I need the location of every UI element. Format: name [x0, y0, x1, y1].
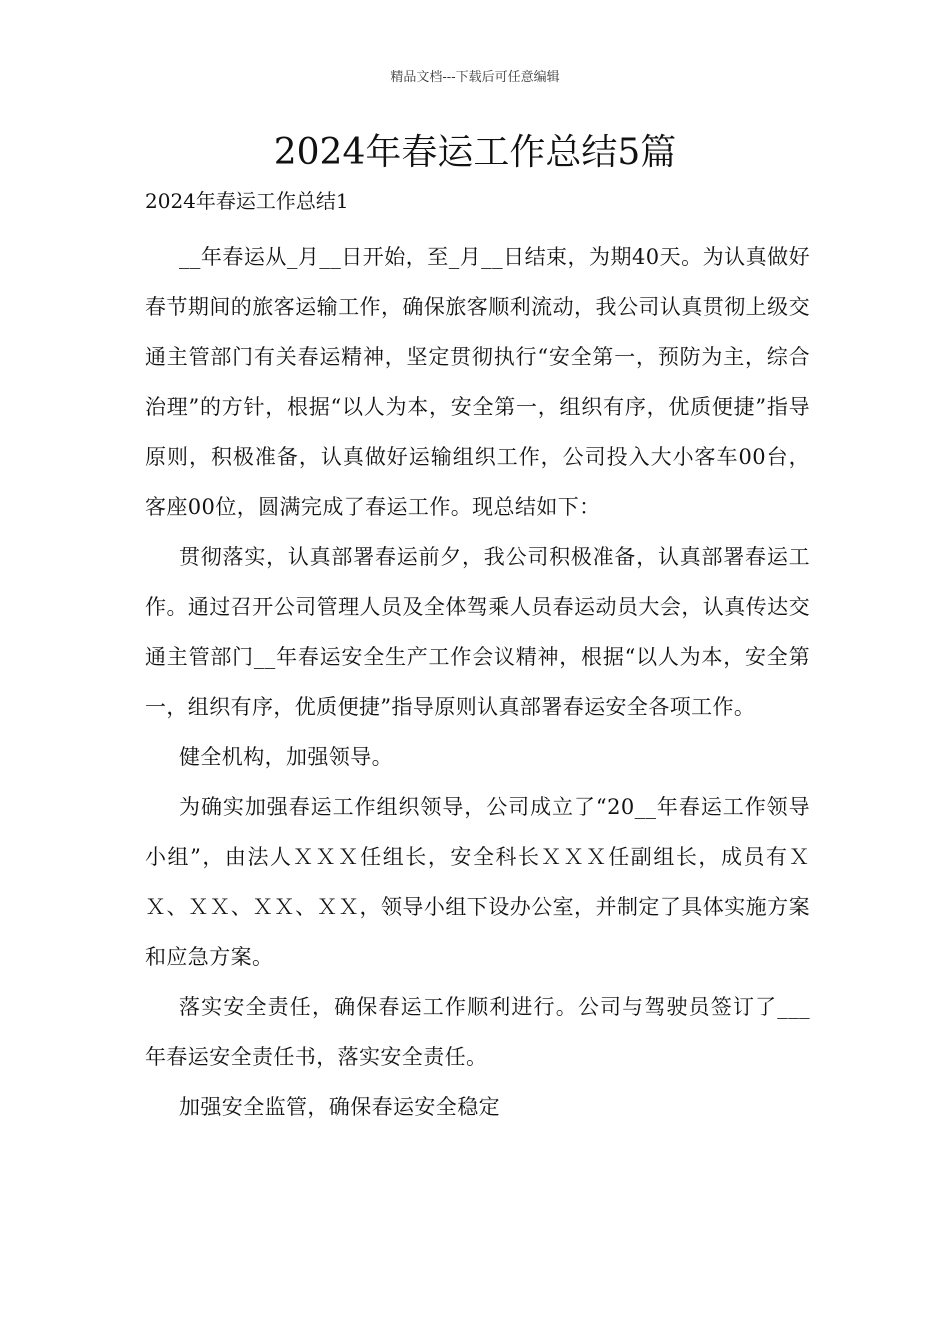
paragraph-1: __年春运从_月__日开始，至_月__日结束，为期40天。为认真做好春节期间的旅客运输工作，确保旅客顺利流动，我公司认真贯彻上级交通主管部门有关春运精神，坚定贯彻执行“安全第一，预防为主，综合治理”的方针，根据“以人为本，安全第一，组织有序，优质便捷”指导原则，积极准备，认真做好运输组织工作，公司投入大小客车00台，客座00位，圆满完成了春运工作。现总结如下： — [145, 245, 810, 519]
paragraph-4: 为确实加强春运工作组织领导，公司成立了“20__年春运工作领导小组”，由法人ＸＸＸ任组长，安全科长ＸＸＸ任副组长，成员有ＸＸ、ＸＸ、ＸＸ、ＸＸ，领导小组下设办公室，并制定了具体实施方案和应急方案。 — [145, 795, 810, 969]
paragraph-5: 落实安全责任，确保春运工作顺利进行。公司与驾驶员签订了___年春运安全责任书，落实安全责任。 — [145, 995, 810, 1069]
paragraph-6: 加强安全监管，确保春运安全稳定 — [179, 1095, 500, 1119]
document-body — [145, 232, 810, 1132]
document-title: 2024年春运工作总结5篇 — [273, 132, 677, 173]
section-subtitle: 2024年春运工作总结1 — [145, 189, 349, 213]
paragraph-3: 健全机构，加强领导。 — [179, 745, 393, 769]
header-note: 精品文档---下载后可任意编辑 — [390, 70, 560, 85]
paragraph-2: 贯彻落实，认真部署春运前夕，我公司积极准备，认真部署春运工作。通过召开公司管理人员及全体驾乘人员春运动员大会，认真传达交通主管部门__年春运安全生产工作会议精神，根据“以人为本，安全第一，组织有序，优质便捷”指导原则认真部署春运安全各项工作。 — [145, 545, 810, 719]
